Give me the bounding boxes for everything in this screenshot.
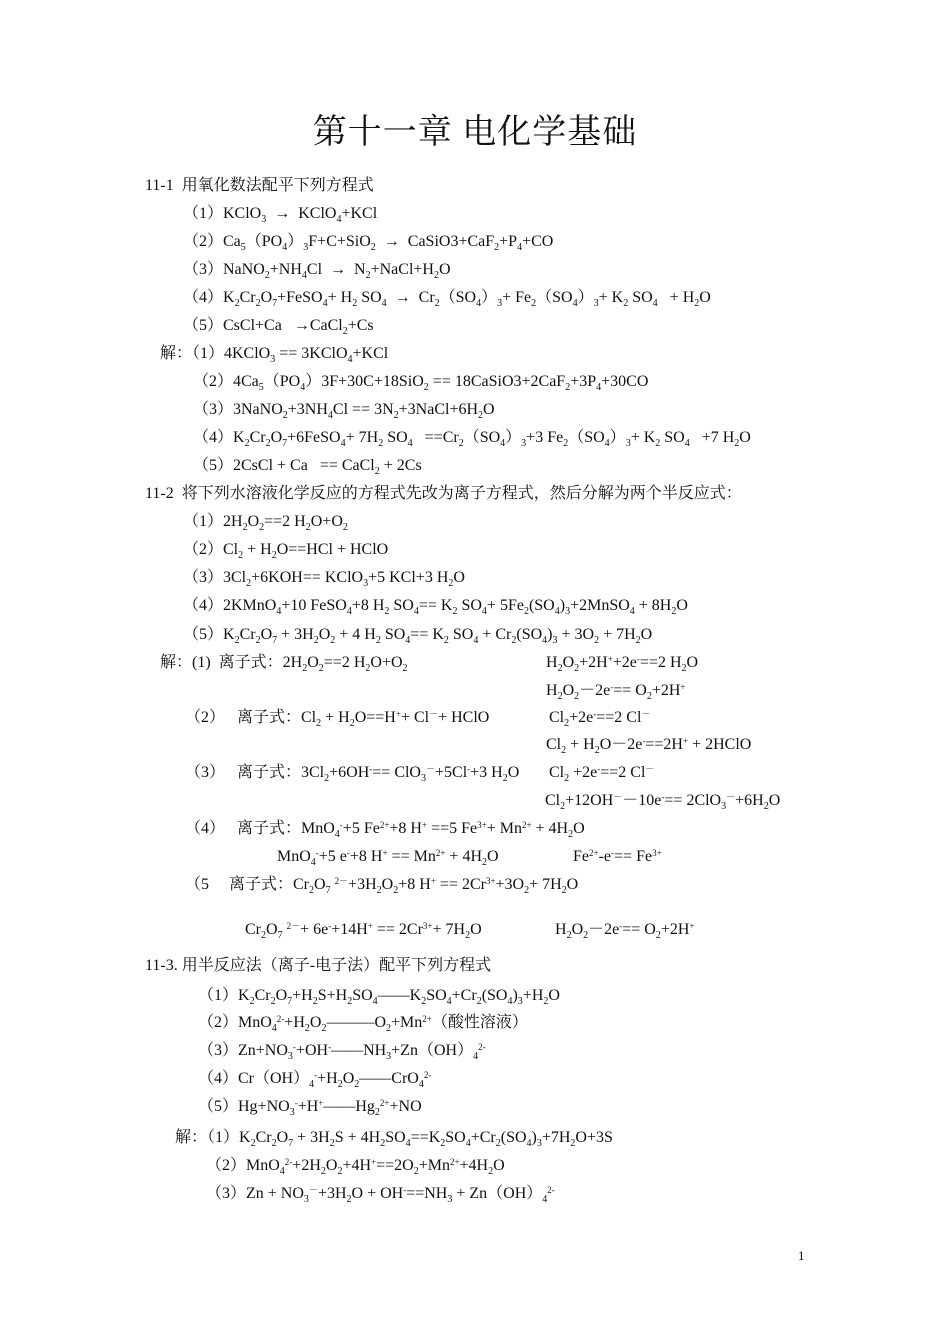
text-line: $(2)4Ca_5(PO_4)3F+30C+18SiO_2$ == $18CaSiO3+2CaF_2+3P_4+30CO$ <box>193 373 649 393</box>
text-line: 解：(1) 离子式：$2H_2O_2==2$ $H_2O+O_2$ <box>160 654 408 674</box>
text-line: 解：$(1)K_2Cr_2O_7 + 3H_2S + 4H_2SO_4==K_2SO_4+Cr_2(SO_4)_3+7H_2O+3S$ <box>175 1129 613 1149</box>
text-line: （5）2CsCl + Ca == CaCl$_2$ + 2Cs <box>193 457 422 477</box>
text-line: （1）KClO$_3$ → KClO$_4$+KCl <box>183 205 378 225</box>
text-line: （4） 离子式：MnO$_4$-+5 $Fe^{2+}+8$ H+ ==5 $Fe^{3+}+ Mn^{2+} + 4H_2O$ <box>185 820 585 840</box>
page-title: 第十一章 电化学基础 <box>312 114 638 151</box>
text-line: $H_2O_2-2e^-== O_2+2H^+$ <box>546 682 686 702</box>
text-line: $(3)NaNO_2+NH_4Cl$ → $N_2+NaCl+H_2O$ <box>183 261 451 281</box>
text-line: $(4)Cr(OH)_4^-+H_2O_2——CrO_4^{2-}$ <box>198 1070 432 1090</box>
text-line: $(2)MnO_4^{2-}+2H_2O_2+4H^+==2O_2+Mn^{2+}+4H_2O$ <box>206 1157 505 1177</box>
text-line: $Cl_2+12OH^--10e^-== 2ClO_3^-+6H_2O$ <box>545 792 781 812</box>
text-line: （4）2KMnO$_4$+10 FeSO$_4$+8 $H_2$ $SO_4== K_2$ $SO_4+$ $5Fe_2(SO_4)_3+2MnSO_4 + 8H_2O$ <box>183 597 688 617</box>
text-line: $(2)Cl_2 + H_2O==HCl$ + HClO <box>183 541 389 561</box>
text-line: $(3)3NaNO_2+3NH_4Cl$ == $3N_2+3NaCl+6H_2O$ <box>193 401 495 421</box>
text-line: 11-1 用氧化数法配平下列方程式 <box>145 177 374 194</box>
text-line: $(3)Zn + NO_3^-+3H_2O + OH^-==NH_3 + Zn(OH)_4^{2-}$ <box>206 1185 555 1205</box>
text-line: $H_2O_2+2H^++2e^-==2$ $H_2O$ <box>546 654 699 674</box>
text-line: $Fe^{2+}-e^-== Fe^{3+}$ <box>573 848 662 865</box>
text-line: $(5)K_2Cr_2O_7 + 3H_2O_2 + 4$ $H_2$ $SO_4== K_2$ $SO_4 + Cr_2(SO_4)_3 + 3O_2 + 7H_2O$ <box>183 626 653 646</box>
text-line: （3） 离子式：$3Cl_2+6OH^-== ClO_3^-+5Cl^-+3$ $H_2O$ <box>185 764 520 784</box>
text-line: $(2)Ca_5(PO_4)_3F+C+SiO_2$ → $CaSiO3+CaF_2+P_4+CO$ <box>183 233 554 253</box>
text-line: 11-2 将下列水溶液化学反应的方程式先改为离子方程式，然后分解为两个半反应式： <box>145 485 742 502</box>
text-line: （5）CsCl+Ca →CaCl$_2$+Cs <box>183 317 374 337</box>
text-line: $Cl_2+2e^-==2$ Cl－ <box>549 709 651 729</box>
text-line: $Cr_2O_7$ $^{2-}+ 6e^-+14H^+ == 2Cr^{3+}+ 7H_2O$ <box>245 921 482 941</box>
page-number: 1 <box>798 1248 805 1263</box>
text-line: $(5)Hg+NO_3^-+H^+——Hg_2^{2+}+NO$ <box>198 1098 422 1118</box>
text-line: $(3)Zn+NO_3^-+OH^-——NH_3+Zn(OH)_4^{2-}$ <box>198 1042 486 1062</box>
text-line: $(2)MnO_4^{2-}+H_2O_2———O_2+Mn^{2+}$（酸性溶液） <box>198 1014 528 1034</box>
text-line: （2） 离子式：$Cl_2 + H_2O==H^++ Cl^-+$ HClO <box>185 709 490 729</box>
text-line: $Cl_2 + H_2O-2e^-==2H^+$ + 2HClO <box>546 736 752 756</box>
text-line: 解：（1）4KClO$_3$ == 3KClO$_4$+KCl <box>160 345 389 365</box>
text-line: $(4)K_2Cr_2O_7+6FeSO_4+ 7H_2$ $SO_4 ==Cr_2(SO_4)_3+3$ $Fe_2(SO_4)_3+ K_2$ $SO_4 +7$ $H_2O$ <box>193 429 751 449</box>
text-line: （5 离子式：$Cr_2O_7$ $^{2-}+3H_2O_2+8$ $H^+ == 2Cr^{3+}+3O_2+ 7H_2O$ <box>185 876 579 896</box>
text-line: MnO$_4$-+5 e-+8 $H^+ == Mn^{2+} + 4H_2O$ <box>277 848 499 868</box>
text-line: $(1)K_2Cr_2O_7+H_2S+H_2SO_4——K_2SO_4+Cr_2(SO_4)_3+H_2O$ <box>198 987 560 1007</box>
text-line: 11-3. 用半反应法（离子-电子法）配平下列方程式 <box>145 957 492 974</box>
text-line: $Cl_2 +2e^-==2$ Cl－ <box>549 764 655 784</box>
text-line: $(4)K_2Cr_2O_7+FeSO_4+ H_2$ $SO_4 \to Cr_2(SO_4)_3+ Fe_2(SO_4)_3+ K_2$ $SO_4 + H_2O$ <box>183 289 711 309</box>
text-line: $(3)3Cl_2+6KOH==$ KClO$_3$+5 KCl+3 $H_2O$ <box>183 569 465 589</box>
text-line: $H_2O_2-2e^-== O_2+2H^+$ <box>555 921 695 941</box>
text-line: $(1)2H_2O_2==2$ $H_2O+O_2$ <box>183 513 348 533</box>
